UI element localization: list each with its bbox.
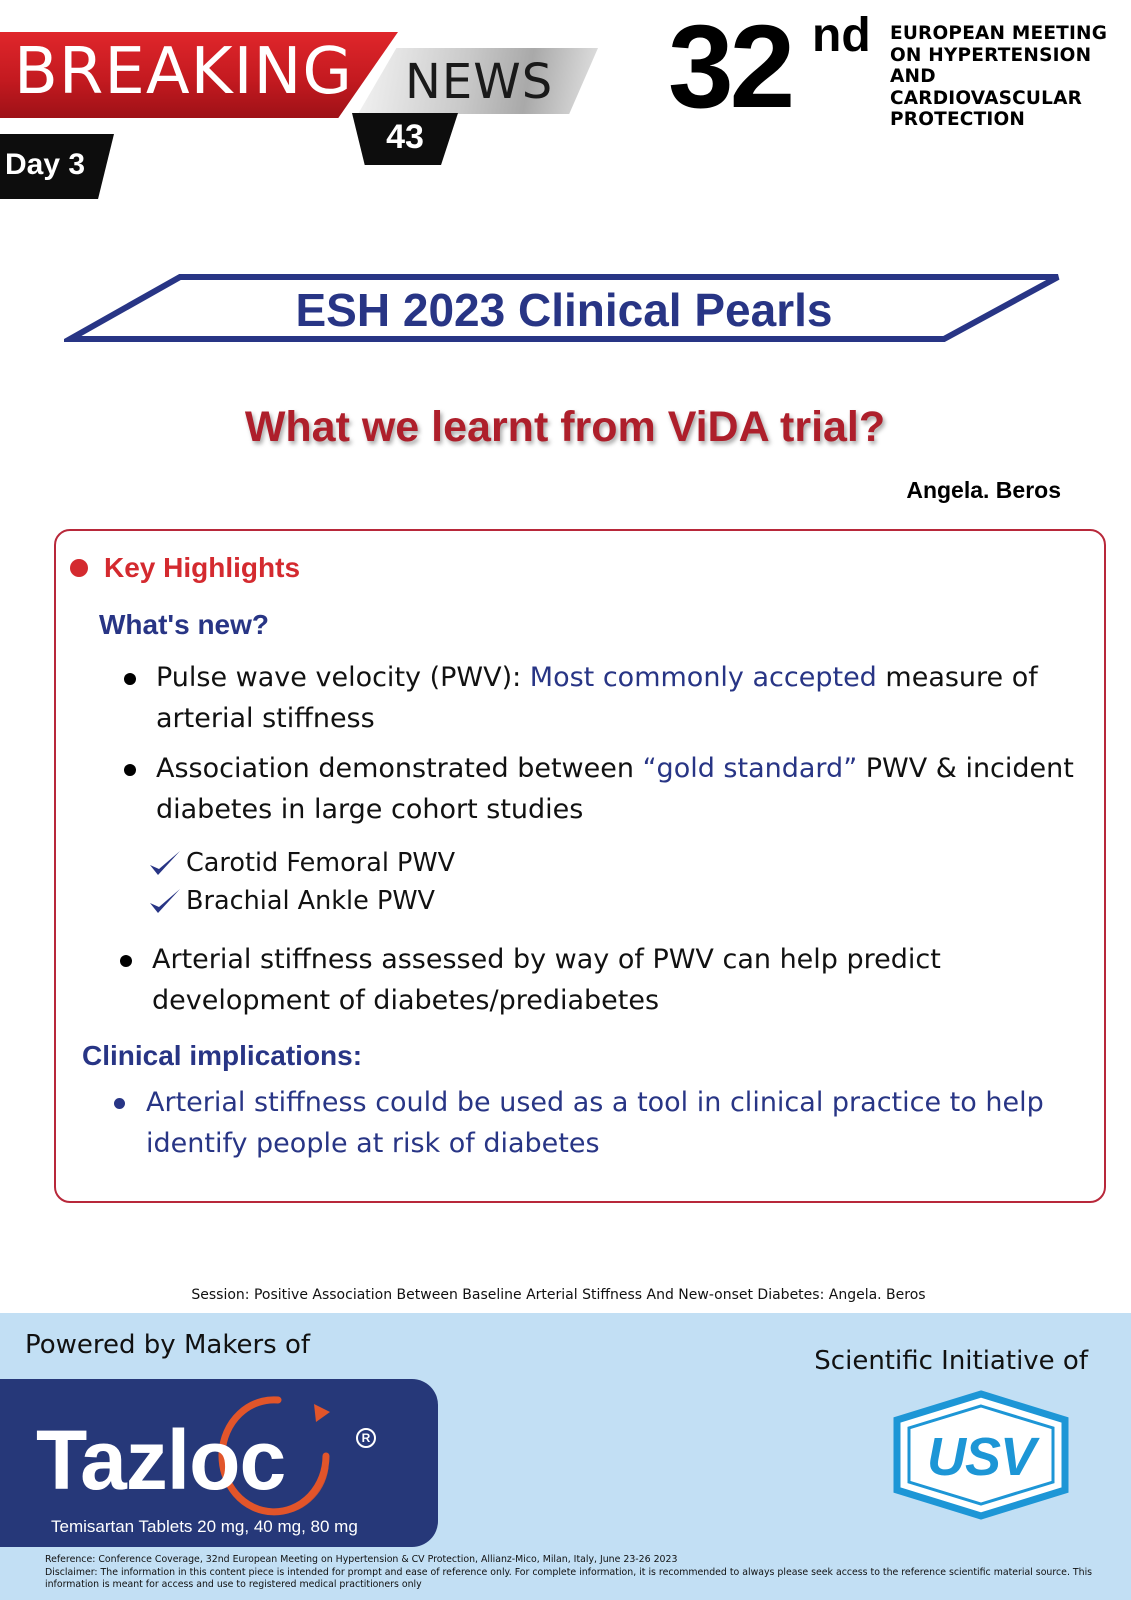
issue-number: 43 bbox=[386, 118, 424, 156]
brand-tagline: Temisartan Tablets 20 mg, 40 mg, 80 mg bbox=[51, 1517, 358, 1536]
clinical-implications-heading: Clinical implications: bbox=[82, 1040, 363, 1071]
edition-number: 32 bbox=[668, 1, 792, 133]
initiative-label: Scientific Initiative of bbox=[814, 1346, 1088, 1376]
bullet-pwv-text-a: Pulse wave velocity (PWV): bbox=[156, 662, 530, 693]
disclaimer-text: Disclaimer: The information in this content piece is intended for prompt and ease of reference only. For complete information, it is recommended to always please seek access to the reference scientific material source. This information is meant for access and use to registered medical practitioners only bbox=[45, 1566, 1093, 1590]
bullet-association-highlight: “gold standard” bbox=[642, 753, 858, 784]
bullet-association-text-a: Association demonstrated between bbox=[156, 753, 643, 784]
bullet-pwv-highlight: Most commonly accepted bbox=[529, 662, 877, 693]
fine-print bbox=[45, 1554, 1095, 1592]
registered-mark: R bbox=[356, 1428, 376, 1448]
brand-name: Tazloc bbox=[36, 1413, 286, 1507]
usv-logo-text: USV bbox=[926, 1427, 1036, 1487]
news-label: NEWS bbox=[405, 54, 554, 110]
edition-suffix: nd bbox=[812, 9, 871, 62]
checkmark-icon bbox=[148, 885, 182, 917]
title-banner bbox=[64, 273, 1064, 343]
bullet-association-text-b: PWV & incident diabetes in large cohort studies bbox=[156, 753, 1074, 825]
sub-item-carotid: Carotid Femoral PWV bbox=[186, 848, 456, 878]
bullet-pwv bbox=[156, 657, 1076, 739]
bullet-icon bbox=[124, 673, 136, 685]
breaking-label: BREAKING bbox=[14, 35, 353, 109]
page-title: ESH 2023 Clinical Pearls bbox=[295, 284, 833, 336]
checkmark-icon bbox=[148, 847, 182, 879]
reference-text: Reference: Conference Coverage, 32nd European Meeting on Hypertension & CV Protection, Allianz-Mico, Milan, Italy, June 23-26 2023 bbox=[45, 1554, 678, 1565]
bullet-prediction: Arterial stiffness assessed by way of PWV can help predict development of diabetes/prediabetes bbox=[152, 944, 941, 1016]
day-label: Day 3 bbox=[5, 148, 86, 181]
key-highlights-heading: Key Highlights bbox=[104, 552, 301, 583]
bullet-icon bbox=[124, 764, 136, 776]
bullet-icon bbox=[114, 1098, 125, 1109]
meeting-title: EUROPEAN MEETING ON HYPERTENSION AND CARDIOVASCULAR PROTECTION bbox=[890, 23, 1108, 130]
article-question: What we learnt from ViDA trial? bbox=[244, 403, 886, 451]
whats-new-heading: What's new? bbox=[99, 609, 269, 640]
article-author: Angela. Beros bbox=[906, 477, 1061, 503]
sub-item-brachial: Brachial Ankle PWV bbox=[186, 886, 435, 916]
bullet-pwv-text-b: measure of arterial stiffness bbox=[156, 662, 1038, 734]
red-dot-icon bbox=[70, 559, 88, 577]
highlights-card bbox=[54, 529, 1106, 1203]
clinical-implication-text: Arterial stiffness could be used as a tool in clinical practice to help identify people at risk of diabetes bbox=[146, 1087, 1044, 1159]
bullet-association bbox=[156, 748, 1076, 830]
bullet-icon bbox=[120, 955, 132, 967]
powered-by-label: Powered by Makers of bbox=[25, 1330, 311, 1360]
session-note: Session: Positive Association Between Baseline Arterial Stiffness And New-onset Diabetes: Angela. Beros bbox=[191, 1287, 926, 1303]
